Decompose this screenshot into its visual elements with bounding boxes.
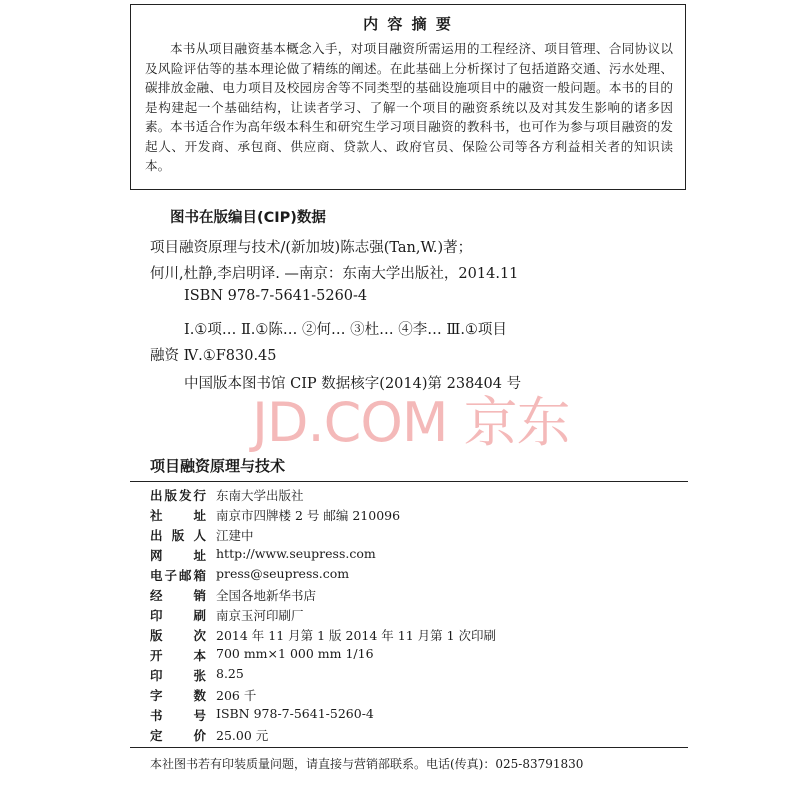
- pub-value: ISBN 978-7-5641-5260-4: [216, 706, 374, 721]
- cip-line-translators-publisher: 何川,杜静,李启明译. —南京：东南大学出版社，2014.11: [150, 266, 519, 282]
- pub-value: 206 千: [216, 688, 257, 703]
- divider-top: [130, 481, 688, 482]
- pub-label: 定价: [150, 728, 206, 743]
- pub-value: 东南大学出版社: [216, 488, 304, 503]
- pub-value: 2014 年 11 月第 1 版 2014 年 11 月第 1 次印刷: [216, 628, 497, 643]
- pub-label: 印张: [150, 668, 206, 683]
- abstract-paragraph-2: 本书适合作为高年级本科生和研究生学习项目融资的教科书，也可作为参与项目融资的发起人、开发商、承包商、供应商、贷款人、政府官员、保险公司等各方利益相关者的知识读本。: [145, 119, 673, 173]
- pub-value: 25.00 元: [216, 728, 269, 743]
- abstract-paragraph-1: 本书从项目融资基本概念入手，对项目融资所需运用的工程经济、项目管理、合同协议以及风险评估等的基本理论做了精练的阐述。在此基础上分析探讨了包括道路交通、污水处理、碳排放金融、电力项目及校园房舍等不同类型的基础设施项目中的融资一般问题。本书的目的是构建起一个基础结构，让读者学习、了解一个项目的融资系统以及对其发生影响的诸多因素。: [145, 41, 673, 134]
- pub-value: 700 mm×1 000 mm 1/16: [216, 646, 374, 661]
- jd-watermark: JD.COM 京东: [252, 391, 570, 454]
- cip-line-record-number: 中国版本图书馆 CIP 数据核字(2014)第 238404 号: [184, 376, 522, 392]
- pub-label: 字数: [150, 688, 206, 703]
- cip-line-classification: 融资 Ⅳ.①F830.45: [150, 348, 277, 364]
- pub-label: 经销: [150, 588, 206, 603]
- pub-value: 江建中: [216, 528, 254, 543]
- pub-value: 8.25: [216, 666, 244, 681]
- footer-note: 本社图书若有印装质量问题，请直接与营销部联系。电话(传真)：025-83791830: [150, 757, 584, 771]
- pub-label: 出版人: [150, 528, 206, 543]
- pub-value: 南京市四牌楼 2 号 邮编 210096: [216, 508, 401, 523]
- pub-label: 开本: [150, 648, 206, 663]
- pub-label: 版次: [150, 628, 206, 643]
- pub-value: 全国各地新华书店: [216, 588, 317, 603]
- cip-line-isbn: ISBN 978-7-5641-5260-4: [184, 288, 368, 304]
- pub-label: 印刷: [150, 608, 206, 623]
- book-title: 项目融资原理与技术: [150, 457, 286, 475]
- pub-value: press@seupress.com: [216, 566, 350, 581]
- pub-value: http://www.seupress.com: [216, 546, 376, 561]
- abstract-title: 内 容 摘 要: [363, 15, 453, 33]
- pub-label: 出版发行: [150, 488, 206, 503]
- cip-line-title-author: 项目融资原理与技术/(新加坡)陈志强(Tan,W.)著；: [150, 240, 473, 256]
- abstract-box: [130, 4, 686, 190]
- pub-label: 社址: [150, 508, 206, 523]
- pub-label: 书号: [150, 708, 206, 723]
- pub-label: 网址: [150, 548, 206, 563]
- pub-label: 电子邮箱: [150, 568, 206, 583]
- pub-value: 南京玉河印刷厂: [216, 608, 304, 623]
- divider-bottom: [130, 747, 688, 748]
- cip-line-subjects: Ⅰ.①项… Ⅱ.①陈… ②何… ③杜… ④李… Ⅲ.①项目: [184, 322, 507, 338]
- cip-heading: 图书在版编目(CIP)数据: [170, 210, 326, 226]
